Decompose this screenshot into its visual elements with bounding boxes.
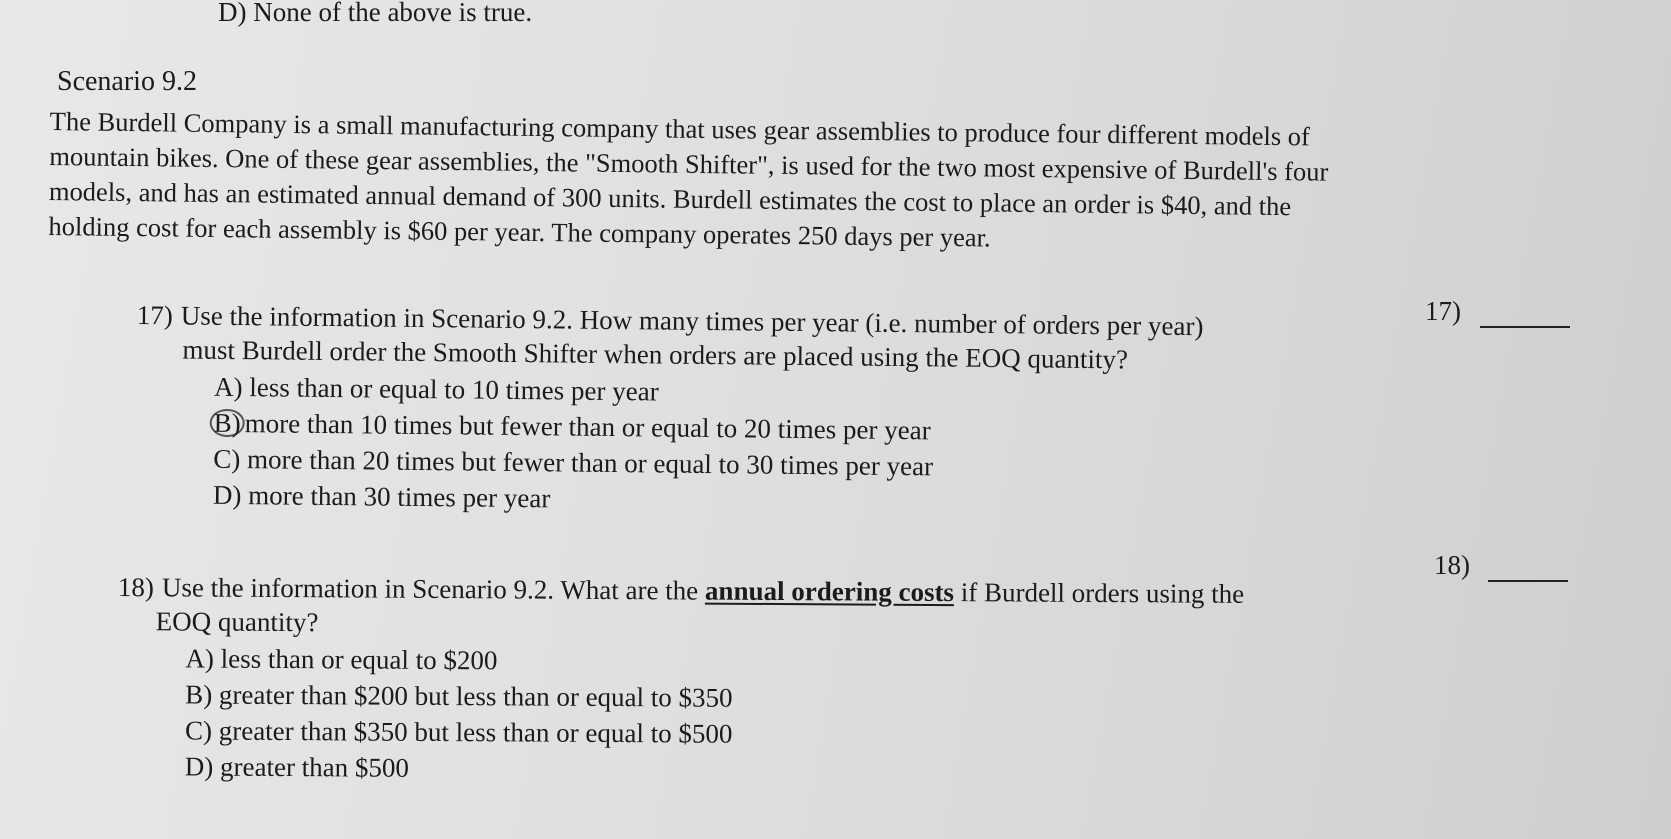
- option-text: greater than $500: [219, 751, 410, 783]
- question-17-options: [135, 368, 1203, 523]
- question-17: [135, 298, 1204, 523]
- scenario-paragraph: [48, 104, 1580, 263]
- question-18-number: 18): [117, 571, 154, 603]
- option-text: more than 30 times per year: [248, 480, 551, 514]
- scenario-line: holding cost for each assembly is $60 per year. The company operates 250 days per year.: [48, 210, 991, 253]
- option-letter: A): [185, 643, 215, 674]
- question-17-number: 17): [136, 299, 173, 331]
- question-18-text-pre: Use the information in Scenario 9.2. What are the: [161, 572, 706, 606]
- answer-blank-18[interactable]: [1488, 550, 1568, 582]
- option-letter: B): [213, 407, 241, 439]
- option-text: less than or equal to $200: [220, 643, 498, 676]
- option-text: greater than $350 but less than or equal to $500: [218, 715, 733, 749]
- question-18-emphasis: annual ordering costs: [704, 575, 955, 608]
- question-17-margin-label: 17): [1425, 296, 1461, 326]
- question-17-line-2: must Burdell order the Smooth Shifter when orders are placed using the EOQ quantity?: [182, 334, 1129, 375]
- scenario-title: Scenario 9.2: [57, 66, 197, 97]
- scenario-line: mountain bikes. One of these gear assemblies, the "Smooth Shifter", is used for the two most expensive of Burdell's four: [49, 140, 1329, 187]
- option-letter: C): [213, 443, 241, 475]
- option-d[interactable]: [117, 748, 1244, 791]
- option-text: more than 10 times but fewer than or equal to 20 times per year: [244, 408, 931, 446]
- previous-option-d: D) None of the above is true.: [218, 0, 533, 27]
- question-18-options: [117, 640, 1244, 791]
- question-18-line-2: EOQ quantity?: [155, 606, 319, 638]
- question-18: [117, 570, 1245, 791]
- option-text: greater than $200 but less than or equal to $350: [218, 679, 733, 713]
- option-text: more than 20 times but fewer than or equal to 30 times per year: [246, 444, 934, 482]
- question-18-margin-label: 18): [1434, 550, 1470, 580]
- question-18-text-post: if Burdell orders using the: [953, 577, 1245, 609]
- option-letter: D): [212, 479, 242, 511]
- selected-answer-circle: [210, 409, 245, 437]
- scenario-line: models, and has an estimated annual demand of 300 units. Burdell estimates the cost to place an order is $40, and the: [48, 175, 1292, 222]
- scenario-line: The Burdell Company is a small manufacturing company that uses gear assemblies to produce four different models of: [49, 105, 1311, 152]
- option-text: less than or equal to 10 times per year: [249, 372, 659, 407]
- option-letter: D): [184, 751, 214, 782]
- option-letter: B): [185, 679, 213, 710]
- question-17-text-1: Use the information in Scenario 9.2. How many times per year (i.e. number of orders per year): [180, 300, 1204, 342]
- option-letter: C): [184, 715, 213, 746]
- answer-blank-17[interactable]: [1480, 296, 1570, 328]
- option-letter: A): [213, 371, 243, 403]
